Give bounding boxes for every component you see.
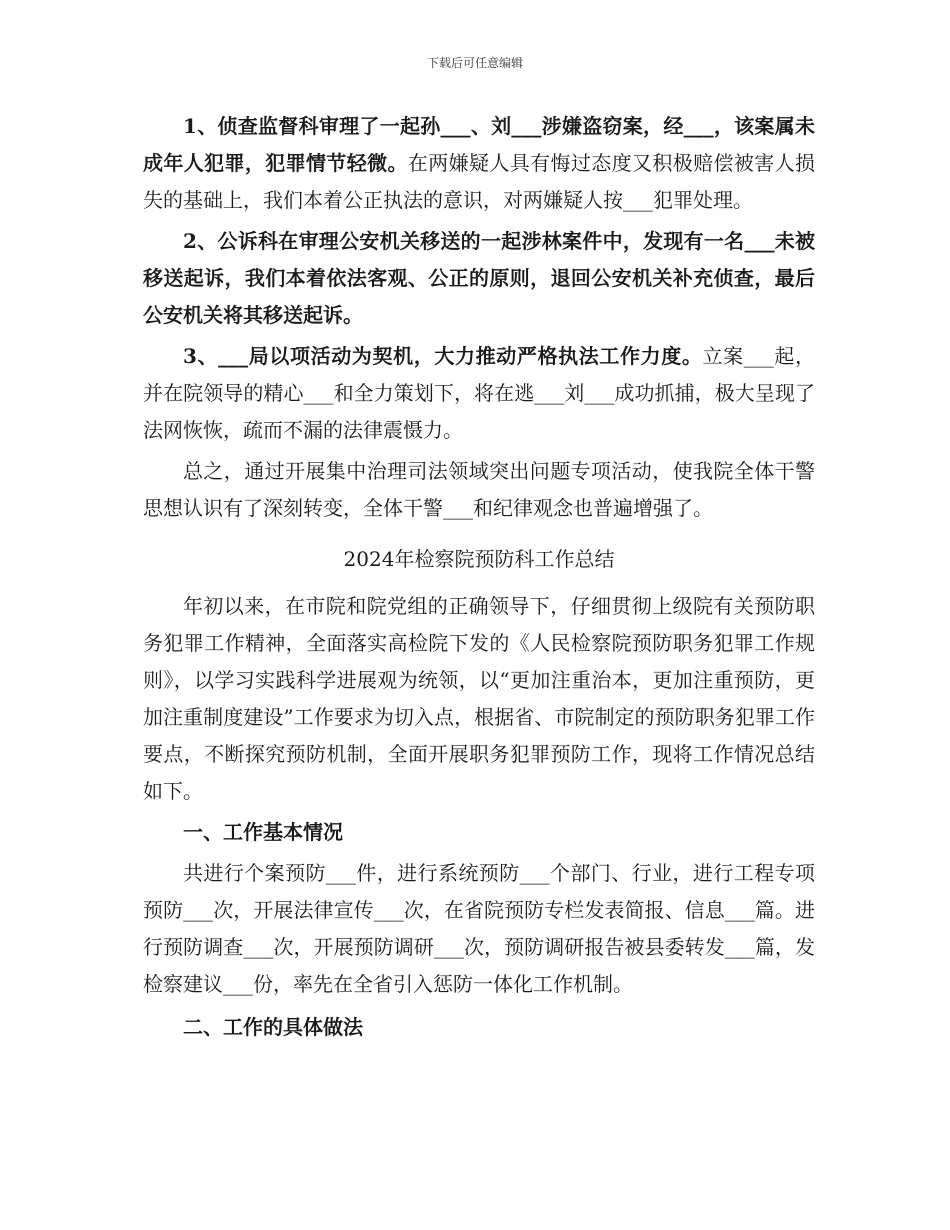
list-item-3 <box>143 338 815 449</box>
summary-paragraph: 总之，通过开展集中治理司法领域突出问题专项活动，使我院全体干警思想认识有了深刻转变，全体干警___和纪律观念也普遍增强了。 <box>143 459 815 520</box>
list-item-1 <box>143 108 815 219</box>
document-body <box>143 108 815 1050</box>
item-2-bold-text: 2、公诉科在审理公安机关移送的一起涉林案件中，发现有一名___未被移送起诉，我们本着依法客观、公正的原则，退回公安机关补充侦查，最后公安机关将其移送起诉。 <box>143 229 815 327</box>
intro-paragraph: 年初以来，在市院和院党组的正确领导下，仔细贯彻上级院有关预防职务犯罪工作精神，全面落实高检院下发的《人民检察院预防职务犯罪工作规则》，以学习实践科学进展观为统领，以“更加注重治本，更加注重预防，更加注重制度建设”工作要求为切入点，根据省、市院制定的预防职务犯罪工作要点，不断探究预防机制，全面开展职务犯罪预防工作，现将工作情况总结如下。 <box>143 594 815 803</box>
list-item-2 <box>143 223 815 334</box>
page-header: 下载后可任意编辑 <box>426 56 523 70</box>
item-1-text: 在两嫌疑人具有悔过态度又积极赔偿被害人损失的基础上，我们本着公正执法的意识，对两嫌疑人按___犯罪处理。 <box>143 151 815 212</box>
item-1-bold-text: 1、侦查监督科审理了一起孙___、刘___涉嫌盗窃案，经___，该案属未成年人犯罪，犯罪情节轻微。 <box>143 114 815 175</box>
section-1-heading: 一、工作基本情况 <box>183 820 343 844</box>
document-title: 2024年检察院预防科工作总结 <box>343 547 615 571</box>
section-1-body: 共进行个案预防___件，进行系统预防___个部门、行业，进行工程专项预防___次，开展法律宣传___次，在省院预防专栏发表简报、信息___篇。进行预防调查___次，开展预防调研___次，预防调研报告被县委转发___篇，发检察建议___份，率先在全省引入惩防一体化工作机制。 <box>143 861 815 996</box>
item-3-bold-text: 3、___局以项活动为契机，大力推动严格执法工作力度。 <box>183 344 703 368</box>
section-2-heading: 二、工作的具体做法 <box>183 1015 363 1039</box>
item-3-text: 立案___起，并在院领导的精心___和全力策划下，将在逃___刘___成功抓捕，极大呈现了法网恢恢，疏而不漏的法律震慑力。 <box>143 344 816 442</box>
